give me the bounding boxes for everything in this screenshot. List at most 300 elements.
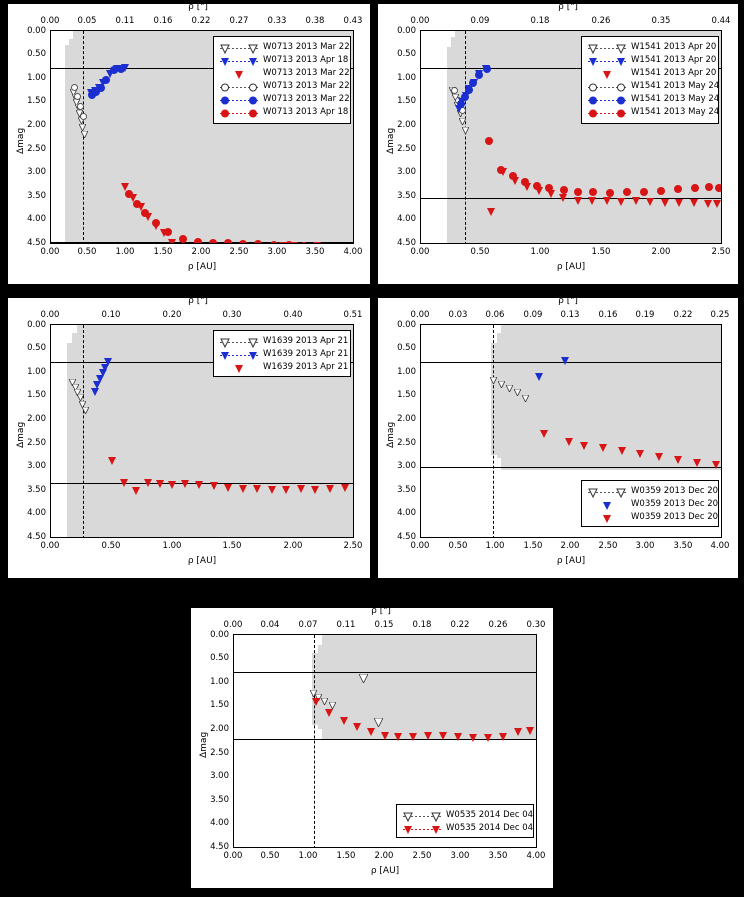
data-point-red-triangle xyxy=(224,484,232,492)
data-point-red-triangle xyxy=(168,239,176,244)
data-point-open-triangle xyxy=(321,690,328,697)
open-circle-icon xyxy=(586,79,628,92)
x-tick-top: 0.18 xyxy=(530,16,550,26)
legend-row xyxy=(218,53,349,66)
blue-triangle-icon xyxy=(586,53,628,66)
x-tick-top: 0.05 xyxy=(77,16,97,26)
data-point-red-circle xyxy=(606,189,614,197)
x-tick-bottom: 1.00 xyxy=(162,541,182,551)
x-tick-bottom: 2.00 xyxy=(560,541,580,551)
x-tick-top: 0.18 xyxy=(412,620,432,630)
data-point-red-triangle xyxy=(424,732,432,740)
y-tick: 4.00 xyxy=(210,818,229,828)
x-axis-label-top: ρ ["] xyxy=(371,606,391,616)
data-point-red-circle xyxy=(691,184,699,192)
y-tick: 2.50 xyxy=(27,144,46,154)
inner-working-angle-line xyxy=(493,325,494,538)
blue-triangle-icon xyxy=(218,53,260,66)
data-point-red-triangle xyxy=(341,484,349,492)
data-point-red-triangle xyxy=(526,727,534,735)
panel-w0535 xyxy=(191,608,553,888)
x-tick-top: 0.44 xyxy=(711,16,731,26)
x-tick-bottom: 3.50 xyxy=(488,851,508,861)
blue-circle-icon xyxy=(218,92,260,105)
data-point-red-triangle xyxy=(599,444,607,452)
data-point-red-circle xyxy=(152,219,160,227)
legend-row xyxy=(586,484,719,497)
data-point-blue-circle xyxy=(97,84,105,92)
y-tick: 3.00 xyxy=(27,167,46,177)
data-point-blue-triangle xyxy=(91,388,99,396)
legend-row xyxy=(586,510,719,523)
data-point-red-triangle xyxy=(108,457,116,465)
y-tick: 2.50 xyxy=(397,438,416,448)
y-tick: 3.00 xyxy=(397,167,416,177)
data-point-red-triangle xyxy=(120,479,128,487)
data-point-red-circle xyxy=(574,188,582,196)
legend-label: W1541 2013 Apr 20 xyxy=(631,67,717,78)
open-triangle-icon xyxy=(401,808,443,821)
legend-label: W0713 2013 Apr 18 xyxy=(263,54,349,65)
y-tick: 0.00 xyxy=(397,26,416,36)
data-point-red-circle xyxy=(164,228,172,236)
data-point-red-circle xyxy=(705,183,713,191)
legend-label: W0535 2014 Dec 04 xyxy=(446,822,534,833)
data-point-red-circle xyxy=(533,182,541,190)
y-tick: 2.00 xyxy=(397,414,416,424)
x-tick-top: 0.19 xyxy=(635,310,655,320)
y-tick: 2.00 xyxy=(210,724,229,734)
x-tick-bottom: 0.50 xyxy=(101,541,121,551)
y-tick: 1.00 xyxy=(27,367,46,377)
data-point-red-triangle xyxy=(282,486,290,494)
panel-w0713 xyxy=(8,4,370,284)
red-triangle-icon xyxy=(401,821,443,834)
data-point-blue-triangle xyxy=(561,357,569,365)
data-point-red-triangle xyxy=(646,198,654,206)
y-tick: 1.00 xyxy=(397,367,416,377)
data-point-red-triangle xyxy=(168,481,176,489)
x-axis-label-bottom: ρ [AU] xyxy=(187,262,217,272)
x-axis-label-top: ρ ["] xyxy=(188,296,208,306)
legend-row xyxy=(218,40,350,53)
data-point-red-triangle xyxy=(574,197,582,205)
x-tick-top: 0.09 xyxy=(470,16,490,26)
inner-working-angle-line xyxy=(465,31,466,244)
x-tick-top: 0.10 xyxy=(101,310,121,320)
y-tick: 0.50 xyxy=(397,49,416,59)
legend-row xyxy=(586,40,717,53)
data-point-red-circle xyxy=(224,239,232,244)
data-point-red-circle xyxy=(270,241,278,244)
y-tick: 3.00 xyxy=(210,771,229,781)
x-tick-bottom: 2.00 xyxy=(283,541,303,551)
x-tick-top: 0.25 xyxy=(710,310,730,320)
data-point-red-triangle xyxy=(156,480,164,488)
data-point-red-triangle xyxy=(499,733,507,741)
data-point-red-triangle xyxy=(454,733,462,741)
data-point-red-triangle xyxy=(312,698,320,706)
y-tick: 3.50 xyxy=(397,485,416,495)
x-tick-bottom: 3.00 xyxy=(450,851,470,861)
shade-edge-3 xyxy=(521,325,722,445)
legend-label: W0713 2013 Mar 22 xyxy=(263,80,350,91)
data-point-red-triangle xyxy=(439,732,447,740)
x-tick-bottom: 0.00 xyxy=(40,247,60,257)
y-tick: 3.50 xyxy=(27,485,46,495)
y-axis-label: Δmag xyxy=(386,421,396,448)
y-tick: 0.00 xyxy=(397,320,416,330)
open-triangle-icon xyxy=(218,334,260,347)
y-tick: 3.50 xyxy=(397,191,416,201)
x-tick-top: 0.16 xyxy=(598,310,618,320)
data-point-open-triangle xyxy=(374,712,381,719)
inner-working-angle-line xyxy=(83,325,84,538)
data-point-red-triangle xyxy=(340,717,348,725)
legend-row xyxy=(218,347,349,360)
data-point-red-circle xyxy=(509,172,517,180)
y-tick: 2.50 xyxy=(210,748,229,758)
data-point-red-circle xyxy=(521,178,529,186)
y-axis-label: Δmag xyxy=(386,127,396,154)
inner-working-angle-line xyxy=(314,635,315,848)
legend-label: W0359 2013 Dec 20 xyxy=(631,511,719,522)
data-point-red-triangle xyxy=(514,728,522,736)
x-tick-top: 0.15 xyxy=(374,620,394,630)
x-tick-top: 0.22 xyxy=(673,310,693,320)
x-tick-bottom: 1.00 xyxy=(115,247,135,257)
panel-w1639 xyxy=(8,298,370,578)
blue-circle-icon xyxy=(586,92,628,105)
x-tick-bottom: 2.50 xyxy=(711,247,731,257)
x-tick-bottom: 1.50 xyxy=(591,247,611,257)
legend-w1541[interactable] xyxy=(581,36,719,124)
legend-w1639[interactable] xyxy=(213,330,351,377)
x-tick-top: 0.00 xyxy=(40,310,60,320)
y-tick: 2.00 xyxy=(27,414,46,424)
legend-row xyxy=(586,79,720,92)
y-tick: 1.00 xyxy=(27,73,46,83)
data-point-open-circle xyxy=(74,93,81,100)
legend-row xyxy=(218,79,350,92)
data-point-red-triangle xyxy=(210,482,218,490)
contrast-hline-upper xyxy=(421,362,722,363)
data-point-red-circle xyxy=(497,166,505,174)
x-axis-label-bottom: ρ [AU] xyxy=(370,866,400,876)
x-tick-bottom: 2.00 xyxy=(374,851,394,861)
data-point-red-circle xyxy=(194,238,202,244)
x-tick-top: 0.11 xyxy=(115,16,135,26)
y-tick: 4.50 xyxy=(397,532,416,542)
data-point-red-circle xyxy=(657,187,665,195)
y-tick: 4.50 xyxy=(27,238,46,248)
x-tick-bottom: 1.50 xyxy=(523,541,543,551)
data-point-blue-circle xyxy=(102,76,110,84)
red-triangle-icon xyxy=(586,66,628,79)
x-axis-label-top: ρ ["] xyxy=(188,2,208,12)
x-tick-top: 0.43 xyxy=(343,16,363,26)
y-tick: 0.50 xyxy=(397,343,416,353)
data-point-open-triangle xyxy=(449,79,456,86)
y-tick: 1.50 xyxy=(210,700,229,710)
data-point-red-triangle xyxy=(325,709,333,717)
data-point-red-triangle xyxy=(311,486,319,494)
data-point-red-circle xyxy=(239,240,247,244)
data-point-red-circle xyxy=(209,239,217,244)
red-circle-icon xyxy=(586,105,628,118)
data-point-red-circle xyxy=(125,190,133,198)
x-tick-top: 0.00 xyxy=(410,310,430,320)
data-point-red-triangle xyxy=(484,734,492,742)
legend-row xyxy=(401,808,534,821)
y-tick: 0.50 xyxy=(210,653,229,663)
legend-row xyxy=(218,334,349,347)
x-tick-bottom: 3.50 xyxy=(673,541,693,551)
y-tick: 4.00 xyxy=(397,508,416,518)
red-triangle-icon xyxy=(586,510,628,523)
x-tick-bottom: 4.00 xyxy=(343,247,363,257)
legend-row xyxy=(218,92,350,105)
data-point-red-triangle xyxy=(565,438,573,446)
data-point-open-triangle xyxy=(462,119,469,126)
data-point-red-triangle xyxy=(712,461,720,469)
legend-row xyxy=(586,105,720,118)
data-point-red-triangle xyxy=(381,732,389,740)
data-point-red-triangle xyxy=(713,200,721,208)
x-tick-top: 0.35 xyxy=(651,16,671,26)
data-point-red-triangle xyxy=(603,197,611,205)
data-point-red-triangle xyxy=(617,198,625,206)
x-tick-bottom: 0.00 xyxy=(40,541,60,551)
legend-label: W1541 2013 May 24 xyxy=(631,93,720,104)
x-tick-bottom: 4.00 xyxy=(710,541,730,551)
data-point-blue-triangle xyxy=(104,358,112,366)
data-point-open-circle xyxy=(80,113,87,120)
contrast-hline-lower xyxy=(421,467,722,468)
data-point-red-triangle xyxy=(256,243,264,244)
y-tick: 0.50 xyxy=(27,49,46,59)
data-point-red-triangle xyxy=(302,243,310,244)
open-triangle-icon xyxy=(218,40,260,53)
data-point-open-triangle xyxy=(514,381,521,388)
data-point-red-triangle xyxy=(132,487,140,495)
data-point-red-triangle xyxy=(675,199,683,207)
data-point-blue-circle xyxy=(117,65,125,73)
data-point-red-circle xyxy=(715,184,722,192)
y-tick: 4.50 xyxy=(210,842,229,852)
x-tick-top: 0.13 xyxy=(560,310,580,320)
y-axis-label: Δmag xyxy=(199,731,209,758)
data-point-open-triangle xyxy=(359,668,366,675)
legend-label: W0359 2013 Dec 20 xyxy=(631,498,719,509)
y-tick: 4.50 xyxy=(397,238,416,248)
y-tick: 0.50 xyxy=(27,343,46,353)
data-point-red-triangle xyxy=(580,442,588,450)
data-point-red-triangle xyxy=(181,480,189,488)
x-tick-top: 0.40 xyxy=(283,310,303,320)
y-tick: 1.00 xyxy=(210,677,229,687)
y-axis-label: Δmag xyxy=(16,127,26,154)
x-tick-bottom: 1.50 xyxy=(222,541,242,551)
x-tick-bottom: 1.50 xyxy=(336,851,356,861)
data-point-open-circle xyxy=(71,84,78,91)
data-point-red-triangle xyxy=(326,485,334,493)
data-point-red-circle xyxy=(315,243,323,244)
data-point-open-circle xyxy=(77,103,84,110)
y-tick: 1.00 xyxy=(397,73,416,83)
legend-row xyxy=(218,66,350,79)
legend-row xyxy=(218,105,349,118)
data-point-red-circle xyxy=(640,188,648,196)
open-circle-icon xyxy=(218,79,260,92)
y-tick: 1.50 xyxy=(397,96,416,106)
data-point-red-circle xyxy=(179,235,187,243)
legend-label: W0713 2013 Mar 22 xyxy=(263,67,350,78)
legend-label: W1541 2013 May 24 xyxy=(631,80,720,91)
legend-w0713[interactable] xyxy=(213,36,351,124)
y-tick: 3.00 xyxy=(397,461,416,471)
x-axis-label-top: ρ ["] xyxy=(558,2,578,12)
data-point-open-triangle xyxy=(82,399,89,406)
data-point-red-triangle xyxy=(690,199,698,207)
legend-row xyxy=(586,92,720,105)
data-point-red-circle xyxy=(674,185,682,193)
legend-label: W1639 2013 Apr 21 xyxy=(263,335,349,346)
x-tick-bottom: 3.00 xyxy=(635,541,655,551)
y-tick: 0.00 xyxy=(210,630,229,640)
data-point-red-triangle xyxy=(409,733,417,741)
data-point-red-circle xyxy=(254,240,262,244)
y-tick: 3.50 xyxy=(210,795,229,805)
data-point-red-triangle xyxy=(267,243,275,244)
y-axis-label: Δmag xyxy=(16,421,26,448)
x-tick-top: 0.33 xyxy=(267,16,287,26)
y-tick: 2.00 xyxy=(27,120,46,130)
legend-label: W0713 2013 Apr 18 xyxy=(263,106,349,117)
data-point-red-circle xyxy=(330,243,338,244)
x-tick-bottom: 3.00 xyxy=(267,247,287,257)
data-point-red-triangle xyxy=(693,459,701,467)
y-tick: 4.00 xyxy=(27,214,46,224)
x-tick-top: 0.09 xyxy=(523,310,543,320)
data-point-open-triangle xyxy=(81,123,88,130)
x-axis-label-bottom: ρ [AU] xyxy=(556,556,586,566)
x-tick-top: 0.26 xyxy=(591,16,611,26)
legend-row xyxy=(586,53,717,66)
data-point-red-triangle xyxy=(636,450,644,458)
legend-row xyxy=(586,497,719,510)
x-tick-bottom: 2.50 xyxy=(343,541,363,551)
blue-triangle-icon xyxy=(586,497,628,510)
x-tick-bottom: 0.50 xyxy=(77,247,97,257)
data-point-red-triangle xyxy=(176,243,184,244)
x-tick-top: 0.51 xyxy=(343,310,363,320)
red-circle-icon xyxy=(218,105,260,118)
y-tick: 0.00 xyxy=(27,320,46,330)
x-tick-bottom: 1.50 xyxy=(153,247,173,257)
y-tick: 2.50 xyxy=(397,144,416,154)
data-point-blue-circle xyxy=(465,86,473,94)
data-point-blue-triangle xyxy=(535,373,543,381)
y-tick: 0.00 xyxy=(27,26,46,36)
data-point-red-triangle xyxy=(239,485,247,493)
x-tick-bottom: 1.00 xyxy=(530,247,550,257)
x-tick-top: 0.30 xyxy=(222,310,242,320)
open-triangle-icon xyxy=(586,484,628,497)
data-point-open-triangle xyxy=(506,377,513,384)
data-point-red-circle xyxy=(133,200,141,208)
x-tick-bottom: 3.50 xyxy=(305,247,325,257)
legend-w0535[interactable] xyxy=(396,804,534,838)
x-tick-top: 0.06 xyxy=(485,310,505,320)
x-tick-bottom: 0.50 xyxy=(448,541,468,551)
x-tick-top: 0.27 xyxy=(229,16,249,26)
shade-edge-2 xyxy=(72,333,80,538)
data-point-red-triangle xyxy=(469,734,477,742)
data-point-red-circle xyxy=(285,241,293,244)
legend-label: W1541 2013 Apr 20 xyxy=(631,41,717,52)
x-tick-top: 0.00 xyxy=(410,16,430,26)
data-point-red-triangle xyxy=(325,243,333,244)
data-point-blue-circle xyxy=(457,100,465,108)
data-point-red-triangle xyxy=(540,430,548,438)
data-point-red-circle xyxy=(623,188,631,196)
data-point-red-triangle xyxy=(618,447,626,455)
data-point-blue-circle xyxy=(475,71,483,79)
open-triangle-icon xyxy=(586,40,628,53)
legend-label: W1541 2013 Apr 20 xyxy=(631,54,717,65)
blue-triangle-icon xyxy=(218,347,260,360)
y-tick: 3.00 xyxy=(27,461,46,471)
legend-label: W0359 2013 Dec 20 xyxy=(631,485,719,496)
data-point-red-circle xyxy=(300,242,308,244)
x-tick-top: 0.30 xyxy=(526,620,546,630)
y-tick: 2.00 xyxy=(397,120,416,130)
x-tick-top: 0.00 xyxy=(40,16,60,26)
x-tick-bottom: 2.50 xyxy=(412,851,432,861)
data-point-red-circle xyxy=(560,186,568,194)
panel-w0359 xyxy=(378,298,738,578)
data-point-red-triangle xyxy=(367,728,375,736)
x-tick-top: 0.11 xyxy=(336,620,356,630)
x-axis-label-bottom: ρ [AU] xyxy=(556,262,586,272)
data-point-red-triangle xyxy=(588,197,596,205)
data-point-red-triangle xyxy=(661,199,669,207)
legend-row xyxy=(218,360,349,373)
x-tick-top: 0.00 xyxy=(223,620,243,630)
data-point-open-triangle xyxy=(522,387,529,394)
red-triangle-icon xyxy=(218,360,260,373)
data-point-open-triangle xyxy=(490,369,497,376)
x-axis-label-top: ρ ["] xyxy=(558,296,578,306)
legend-label: W1541 2013 May 24 xyxy=(631,106,720,117)
y-tick: 4.50 xyxy=(27,532,46,542)
legend-w0359[interactable] xyxy=(581,480,719,527)
x-tick-bottom: 1.00 xyxy=(298,851,318,861)
legend-label: W1639 2013 Apr 21 xyxy=(263,361,349,372)
x-tick-bottom: 0.50 xyxy=(470,247,490,257)
x-tick-top: 0.20 xyxy=(162,310,182,320)
data-point-red-triangle xyxy=(674,456,682,464)
data-point-red-circle xyxy=(589,188,597,196)
x-tick-bottom: 2.50 xyxy=(598,541,618,551)
y-tick: 1.50 xyxy=(27,96,46,106)
x-tick-top: 0.16 xyxy=(153,16,173,26)
x-tick-top: 0.07 xyxy=(298,620,318,630)
contrast-hline-upper xyxy=(234,672,537,673)
data-point-open-circle xyxy=(451,87,458,94)
x-tick-top: 0.26 xyxy=(488,620,508,630)
